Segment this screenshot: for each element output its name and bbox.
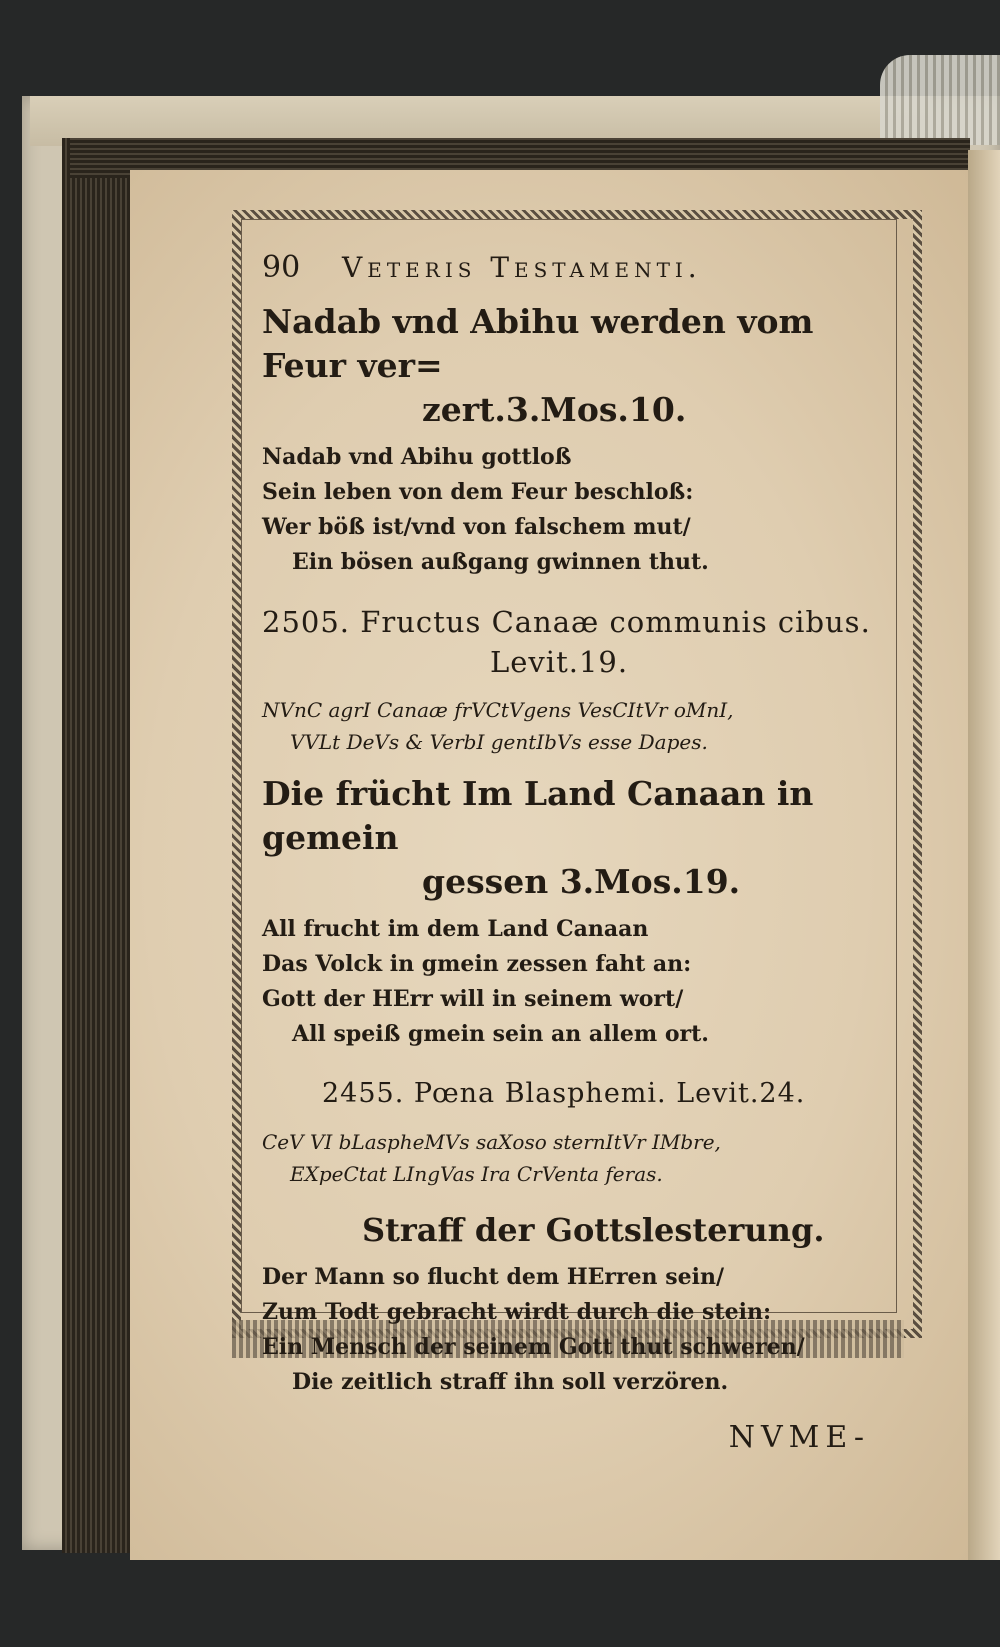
page-number: 90 [262,250,301,285]
section1-title-line1: Nadab vnd Abihu werden vom Feur ver= [262,302,814,385]
verse-line: Nadab vnd Abihu gottloß [262,444,572,470]
verse-line: Ein bösen außgang gwinnen thut. [292,549,709,575]
latin-line: NVnC agrI Canaæ frVCtVgens VesCItVr oMnI, [262,698,734,722]
verse-line: Gott der HErr will in seinem wort/ [262,986,684,1012]
headband [880,55,1000,145]
latin-line: CeV VI bLasphеMVs saXoso sternItVr IMbre, [262,1130,721,1154]
section2-title [262,772,882,904]
page-block-edge [62,138,140,1553]
verse-line: Die zeitlich straff ihn soll verzören. [292,1369,729,1395]
verse-line: Der Mann so flucht dem HErren sein/ [262,1264,724,1290]
section1-verse [262,440,882,580]
section2-entry-line1: 2505. Fructus Canaæ communis cibus. [262,605,871,639]
running-head: Veteris Testamenti. [342,251,702,284]
page-gutter [968,150,1000,1560]
section1-title [262,300,882,432]
catchword: NVME- [728,1420,870,1455]
latin-line: EXpeCtat LIngVas Ira CrVenta feras. [290,1162,663,1186]
latin-line: VVLt DeVs & VerbI gentIbVs esse Dapes. [290,730,708,754]
section2-title-line1: Die frücht Im Land Canaan in gemein [262,774,814,857]
section2-latin [262,694,882,758]
section3-latin [262,1126,882,1190]
section2-entry [262,602,882,682]
section2-entry-line2: Levit.19. [490,645,629,679]
verse-line: Das Volck in gmein zessen faht an: [262,951,692,977]
section3-entry: 2455. Pœna Blasphemi. Levit.24. [322,1078,806,1109]
section2-title-line2: gessen 3.Mos.19. [422,862,741,901]
section3-title: Straff der Gottslesterung. [362,1211,825,1249]
verse-line: All frucht im dem Land Canaan [262,916,649,942]
page-content [262,250,882,1455]
verse-line: All speiß gmein sein an allem ort. [292,1021,709,1047]
page-header [262,250,882,296]
section3-verse [262,1260,882,1400]
section2-verse [262,912,882,1052]
verse-line: Zum Todt gebracht wirdt durch die stein: [262,1299,772,1325]
section1-title-line2: zert.3.Mos.10. [422,390,687,429]
verse-line: Wer böß ist/vnd von falschem mut/ [262,514,691,540]
verse-line: Sein leben von dem Feur beschloß: [262,479,694,505]
verse-line: Ein Mensch der seinem Gott thut schweren/ [262,1334,805,1360]
